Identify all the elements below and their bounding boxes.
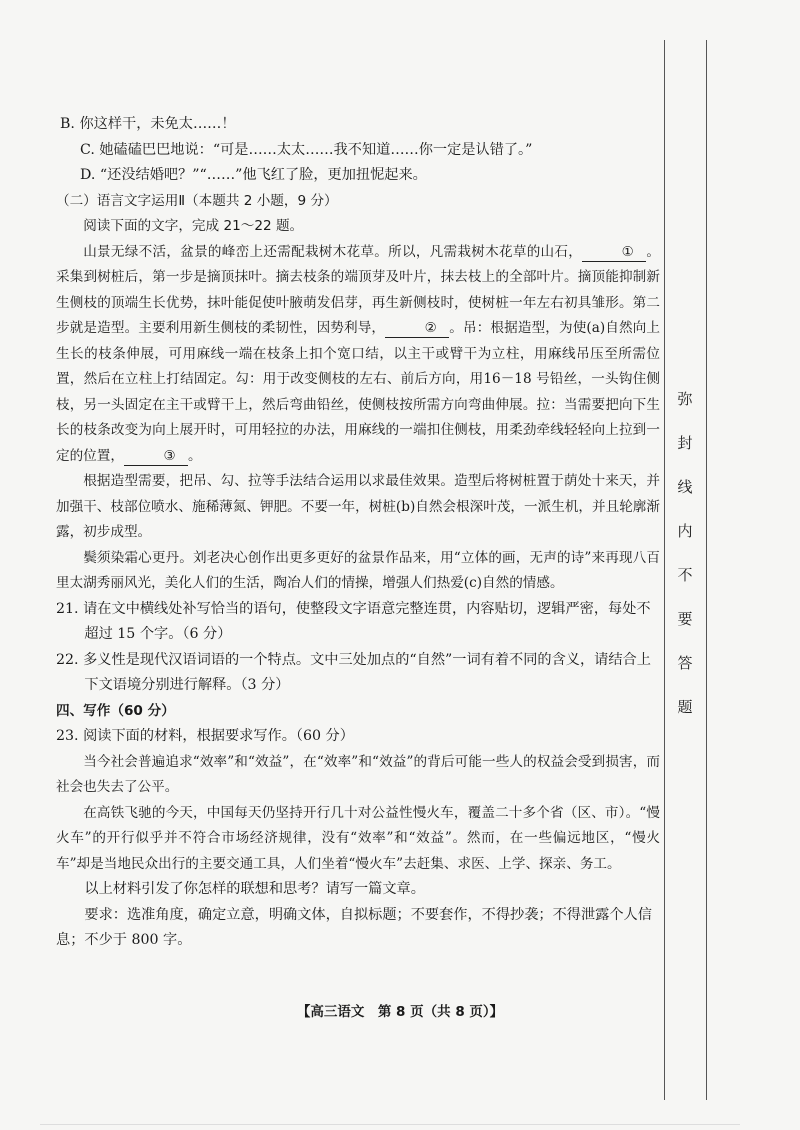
passage-paragraph-3: 鬓须染霜心更丹。刘老决心创作出更多更好的盆景作品来，用“立体的画，无声的诗”来再现八百里太湖秀丽风光，美化人们的生活，陶冶人们的情操，增强人们热爱(c)自然的情感。 [56,549,660,591]
seal-char: 内 [677,522,693,540]
blank-2: ② [385,319,449,338]
seal-notice [672,388,698,740]
question-22: 22. 多义性是现代汉语词语的一个特点。文中三处加点的“自然”一词有着不同的含义，请结合上下文语境分别进行解释。（3 分） [56,651,651,693]
seal-char: 题 [677,698,693,716]
page-content [56,112,660,954]
blank-1: ① [582,243,646,262]
question-21: 21. 请在文中横线处补写恰当的语句，使整段文字语意完整连贯，内容贴切，逻辑严密，每处不超过 15 个字。（6 分） [56,600,651,642]
bottom-divider [40,1124,740,1125]
material-paragraph-2: 在高铁飞驰的今天，中国每天仍坚持开行几十对公益性慢火车，覆盖二十多个省（区、市）。“慢火车”的开行似乎并不符合市场经济规律，没有“效率”和“效益”。然而，在一些偏远地区，“慢火车”却是当地民众出行的主要交通工具，人们坐着“慢火车”去赶集、求医、上学、探亲、务工。 [56,804,660,872]
option-c: C. 她磕磕巴巴地说：“可是……太太……我不知道……你一定是认错了。” [80,141,533,158]
option-b: B. 你这样干，未免太……！ [60,116,236,132]
seal-char: 封 [677,434,693,452]
passage-text: 。吊：根据造型，为使(a)自然向上生长的枝条伸展，可用麻线一端在枝条上扣个宽口结，以主干或臂干为立柱，用麻线吊压至所需位置，然后在立柱上打结固定。勾：用于改变侧枝的左右、前后方向，用16－18 号铅丝，一头钩住侧枝，另一头固定在主干或臂干上，然后弯曲铅丝，使侧枝按所需方向弯曲伸展。拉：当需要把向下生长的枝条改变为向上展开时，可用轻拉的办法，用麻线的一端扣住侧枝，用柔劲牵线轻轻向上拉到一定的位置， [56,320,660,464]
section-2-instruction: 阅读下面的文字，完成 21～22 题。 [83,218,304,234]
passage-paragraph-1 [56,240,660,470]
writing-prompt: 以上材料引发了你怎样的联想和思考？请写一篇文章。 [84,881,425,897]
option-d: D. “还没结婚吧？”“……”他飞红了脸，更加扭怩起来。 [80,167,427,183]
material-paragraph-1: 当今社会普遍追求“效率”和“效益”，在“效率”和“效益”的背后可能一些人的权益会受到损害，而社会也失去了公平。 [56,753,660,795]
seal-char: 弥 [677,390,693,408]
blank-3: ③ [124,447,188,466]
seal-line-right [706,40,707,1100]
passage-text: 山景无绿不活，盆景的峰峦上还需配栽树木花草。所以，凡需栽树木花草的山石， [83,243,583,260]
section-2-heading: （二）语言文字运用Ⅱ（本题共 2 小题，9 分） [56,192,338,209]
passage-paragraph-2: 根据造型需要，把吊、勾、拉等手法结合运用以求最佳效果。造型后将树桩置于荫处十来天，并加强干、枝部位喷水、施稀薄氮、钾肥。不要一年，树桩(b)自然会根深叶茂，一派生机，并且轮廓渐露，初步成型。 [56,473,660,540]
writing-requirements: 要求：选准角度，确定立意，明确文体，自拟标题；不要套作，不得抄袭；不得泄露个人信息；不少于 800 字。 [56,906,652,948]
seal-line-left [664,40,665,1100]
passage-text: 。采集到树桩后，第一步是摘顶抹叶。摘去枝条的端顶芽及叶片，抹去枝上的全部叶片。摘顶能抑制新生侧枝的顶端生长优势，抹叶能促使叶腋萌发侣芽，再生新侧枝时，使树桩一年左右初具雏形。第二步就是造型。主要利用新生侧枝的柔韧性，因势利导， [56,243,661,336]
seal-char: 要 [677,610,693,628]
seal-char: 答 [677,654,693,672]
seal-char: 线 [677,478,693,496]
section-4-heading: 四、写作（60 分） [56,702,175,719]
question-23: 23. 阅读下面的材料，根据要求写作。（60 分） [56,728,354,744]
seal-char: 不 [677,566,693,584]
passage-text: 。 [187,447,202,464]
page-footer: 【高三语文 第 8 页（共 8 页）】 [296,1004,504,1020]
